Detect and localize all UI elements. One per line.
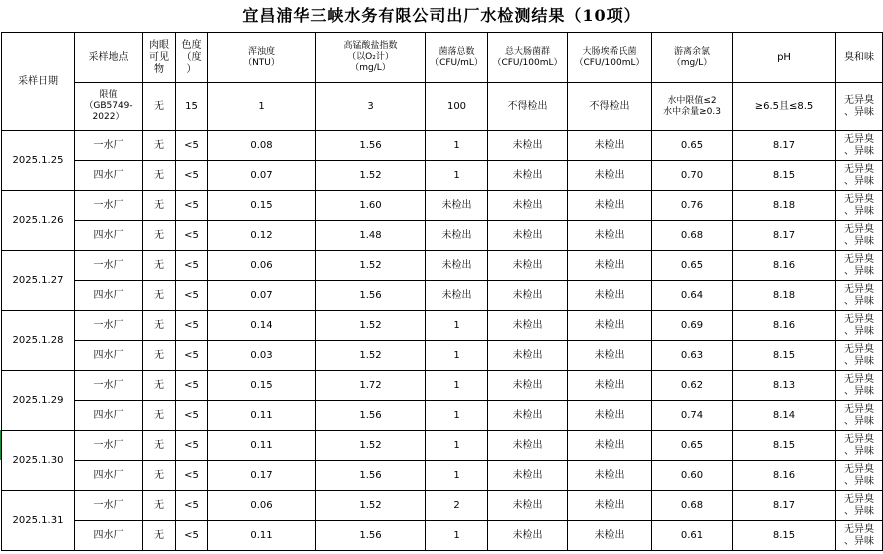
cell-visible: 无 <box>143 341 176 371</box>
cell-ph: 8.15 <box>733 341 836 371</box>
limits-chlorine: 水中限值≤2 水中余量≥0.3 <box>652 83 733 131</box>
cell-ph: 8.17 <box>733 221 836 251</box>
cell-odor: 无异臭 、异味 <box>836 401 883 431</box>
cell-odor: 无异臭 、异味 <box>836 131 883 161</box>
cell-ph: 8.14 <box>733 401 836 431</box>
cell-chroma: <5 <box>176 221 208 251</box>
cell-chlorine: 0.65 <box>652 251 733 281</box>
cell-colony: 1 <box>426 371 488 401</box>
cell-chroma: <5 <box>176 491 208 521</box>
cell-chlorine: 0.70 <box>652 161 733 191</box>
cell-coliform: 未检出 <box>488 161 568 191</box>
cell-site: 四水厂 <box>75 401 143 431</box>
cell-date: 2025.1.31 <box>2 491 75 551</box>
cell-chroma: <5 <box>176 431 208 461</box>
cell-coliform: 未检出 <box>488 131 568 161</box>
cell-visible: 无 <box>143 281 176 311</box>
cell-odor: 无异臭 、异味 <box>836 491 883 521</box>
cell-colony: 1 <box>426 401 488 431</box>
cell-visible: 无 <box>143 461 176 491</box>
cell-colony: 1 <box>426 131 488 161</box>
cell-ecoli: 未检出 <box>568 311 652 341</box>
cell-ph: 8.18 <box>733 191 836 221</box>
cell-ph: 8.15 <box>733 431 836 461</box>
limits-odor: 无异臭 、异味 <box>836 83 883 131</box>
cell-chlorine: 0.68 <box>652 491 733 521</box>
cell-colony: 1 <box>426 311 488 341</box>
cell-chlorine: 0.65 <box>652 431 733 461</box>
cell-coliform: 未检出 <box>488 371 568 401</box>
cell-chroma: <5 <box>176 461 208 491</box>
table-row <box>2 281 883 311</box>
table-row <box>2 341 883 371</box>
report-title: 宜昌浦华三峡水务有限公司出厂水检测结果（10项） <box>242 6 641 25</box>
cell-permanganate: 1.52 <box>316 491 426 521</box>
cell-permanganate: 1.56 <box>316 281 426 311</box>
limits-label: 限值 （GB5749- 2022） <box>75 83 143 131</box>
cell-colony: 1 <box>426 431 488 461</box>
cell-coliform: 未检出 <box>488 311 568 341</box>
cell-turbidity: 0.08 <box>208 131 316 161</box>
header-site: 采样地点 <box>75 33 143 83</box>
cell-turbidity: 0.15 <box>208 371 316 401</box>
limits-visible: 无 <box>143 83 176 131</box>
cell-ecoli: 未检出 <box>568 491 652 521</box>
cell-turbidity: 0.17 <box>208 461 316 491</box>
cell-chroma: <5 <box>176 521 208 551</box>
cell-site: 四水厂 <box>75 161 143 191</box>
table-row <box>2 521 883 551</box>
cell-colony: 未检出 <box>426 281 488 311</box>
cell-visible: 无 <box>143 311 176 341</box>
table-row <box>2 401 883 431</box>
cell-odor: 无异臭 、异味 <box>836 221 883 251</box>
header-ph: pH <box>733 33 836 83</box>
cell-permanganate: 1.72 <box>316 371 426 401</box>
cell-site: 四水厂 <box>75 521 143 551</box>
cell-chlorine: 0.60 <box>652 461 733 491</box>
cell-turbidity: 0.06 <box>208 491 316 521</box>
cell-turbidity: 0.06 <box>208 251 316 281</box>
cell-turbidity: 0.11 <box>208 521 316 551</box>
cell-ph: 8.15 <box>733 161 836 191</box>
cell-ph: 8.17 <box>733 491 836 521</box>
limits-colony: 100 <box>426 83 488 131</box>
cell-chroma: <5 <box>176 341 208 371</box>
cell-colony: 1 <box>426 341 488 371</box>
cell-ecoli: 未检出 <box>568 191 652 221</box>
cell-ph: 8.16 <box>733 461 836 491</box>
cell-permanganate: 1.60 <box>316 191 426 221</box>
cell-permanganate: 1.56 <box>316 521 426 551</box>
cell-site: 四水厂 <box>75 341 143 371</box>
table-row <box>2 461 883 491</box>
cell-odor: 无异臭 、异味 <box>836 251 883 281</box>
cell-chroma: <5 <box>176 371 208 401</box>
cell-odor: 无异臭 、异味 <box>836 281 883 311</box>
cell-permanganate: 1.48 <box>316 221 426 251</box>
cell-date: 2025.1.27 <box>2 251 75 311</box>
cell-site: 一水厂 <box>75 491 143 521</box>
cell-ph: 8.16 <box>733 251 836 281</box>
header-permanganate: 高锰酸盐指数 （以O₂计） （mg/L） <box>316 33 426 83</box>
cell-ecoli: 未检出 <box>568 251 652 281</box>
cell-chroma: <5 <box>176 311 208 341</box>
cell-date: 2025.1.26 <box>2 191 75 251</box>
limits-turbidity: 1 <box>208 83 316 131</box>
cell-coliform: 未检出 <box>488 491 568 521</box>
cell-coliform: 未检出 <box>488 461 568 491</box>
cell-odor: 无异臭 、异味 <box>836 371 883 401</box>
table-row <box>2 491 883 521</box>
cell-ecoli: 未检出 <box>568 521 652 551</box>
cell-colony: 2 <box>426 491 488 521</box>
limits-row <box>2 83 883 131</box>
cell-visible: 无 <box>143 431 176 461</box>
cell-permanganate: 1.56 <box>316 461 426 491</box>
cell-date: 2025.1.28 <box>2 311 75 371</box>
cell-visible: 无 <box>143 521 176 551</box>
cell-chlorine: 0.74 <box>652 401 733 431</box>
cell-visible: 无 <box>143 401 176 431</box>
cell-colony: 1 <box>426 521 488 551</box>
cell-odor: 无异臭 、异味 <box>836 461 883 491</box>
cell-permanganate: 1.52 <box>316 341 426 371</box>
table-row <box>2 371 883 401</box>
cell-permanganate: 1.52 <box>316 251 426 281</box>
header-odor: 臭和味 <box>836 33 883 83</box>
cell-chlorine: 0.68 <box>652 221 733 251</box>
cell-site: 四水厂 <box>75 221 143 251</box>
cell-chlorine: 0.62 <box>652 371 733 401</box>
cell-coliform: 未检出 <box>488 281 568 311</box>
cell-ecoli: 未检出 <box>568 461 652 491</box>
cell-odor: 无异臭 、异味 <box>836 341 883 371</box>
cell-turbidity: 0.07 <box>208 281 316 311</box>
cell-site: 一水厂 <box>75 311 143 341</box>
header-colony: 菌落总数 （CFU/mL） <box>426 33 488 83</box>
header-date: 采样日期 <box>2 33 75 131</box>
limits-coliform: 不得检出 <box>488 83 568 131</box>
limits-ph: ≥6.5且≤8.5 <box>733 83 836 131</box>
cell-odor: 无异臭 、异味 <box>836 431 883 461</box>
cell-ecoli: 未检出 <box>568 281 652 311</box>
cell-odor: 无异臭 、异味 <box>836 311 883 341</box>
cell-site: 一水厂 <box>75 371 143 401</box>
cell-turbidity: 0.11 <box>208 431 316 461</box>
cell-chroma: <5 <box>176 161 208 191</box>
cell-odor: 无异臭 、异味 <box>836 521 883 551</box>
cell-chroma: <5 <box>176 131 208 161</box>
cell-colony: 1 <box>426 161 488 191</box>
cell-turbidity: 0.03 <box>208 341 316 371</box>
cell-chlorine: 0.63 <box>652 341 733 371</box>
cell-ecoli: 未检出 <box>568 431 652 461</box>
cell-permanganate: 1.52 <box>316 431 426 461</box>
cell-ph: 8.15 <box>733 521 836 551</box>
cell-ecoli: 未检出 <box>568 161 652 191</box>
header-row <box>2 33 883 83</box>
table-row <box>2 191 883 221</box>
cell-turbidity: 0.11 <box>208 401 316 431</box>
results-table <box>1 32 883 551</box>
cell-ph: 8.18 <box>733 281 836 311</box>
cell-site: 一水厂 <box>75 131 143 161</box>
cell-ph: 8.17 <box>733 131 836 161</box>
header-visible: 肉眼 可见 物 <box>143 33 176 83</box>
cell-visible: 无 <box>143 221 176 251</box>
cell-coliform: 未检出 <box>488 431 568 461</box>
header-ecoli: 大肠埃希氏菌 （CFU/100mL） <box>568 33 652 83</box>
limits-chroma: 15 <box>176 83 208 131</box>
cell-coliform: 未检出 <box>488 401 568 431</box>
cell-turbidity: 0.12 <box>208 221 316 251</box>
cell-visible: 无 <box>143 191 176 221</box>
cell-permanganate: 1.56 <box>316 131 426 161</box>
cell-colony: 未检出 <box>426 251 488 281</box>
cell-visible: 无 <box>143 251 176 281</box>
cell-permanganate: 1.52 <box>316 311 426 341</box>
cell-chlorine: 0.64 <box>652 281 733 311</box>
cell-coliform: 未检出 <box>488 521 568 551</box>
cell-date: 2025.1.29 <box>2 371 75 431</box>
cell-visible: 无 <box>143 491 176 521</box>
cell-ecoli: 未检出 <box>568 401 652 431</box>
cell-visible: 无 <box>143 131 176 161</box>
cell-coliform: 未检出 <box>488 221 568 251</box>
header-turbidity: 浑浊度 （NTU） <box>208 33 316 83</box>
table-row <box>2 131 883 161</box>
header-chlorine: 游离余氯 （mg/L） <box>652 33 733 83</box>
header-coliform: 总大肠菌群 （CFU/100mL） <box>488 33 568 83</box>
cell-ph: 8.16 <box>733 311 836 341</box>
limits-permanganate: 3 <box>316 83 426 131</box>
cell-chlorine: 0.65 <box>652 131 733 161</box>
table-row <box>2 161 883 191</box>
cell-colony: 1 <box>426 461 488 491</box>
cell-odor: 无异臭 、异味 <box>836 191 883 221</box>
table-row <box>2 431 883 461</box>
cell-chlorine: 0.76 <box>652 191 733 221</box>
cell-turbidity: 0.07 <box>208 161 316 191</box>
cell-ecoli: 未检出 <box>568 341 652 371</box>
cell-site: 一水厂 <box>75 191 143 221</box>
cell-chlorine: 0.61 <box>652 521 733 551</box>
cell-coliform: 未检出 <box>488 191 568 221</box>
header-chroma: 色度 （度 ） <box>176 33 208 83</box>
cell-date: 2025.1.30 <box>2 431 75 491</box>
cell-site: 一水厂 <box>75 251 143 281</box>
cell-date: 2025.1.25 <box>2 131 75 191</box>
cell-chroma: <5 <box>176 401 208 431</box>
cell-ecoli: 未检出 <box>568 221 652 251</box>
cell-ecoli: 未检出 <box>568 371 652 401</box>
cell-site: 一水厂 <box>75 431 143 461</box>
cell-colony: 未检出 <box>426 191 488 221</box>
cell-chroma: <5 <box>176 251 208 281</box>
cell-chroma: <5 <box>176 191 208 221</box>
cell-colony: 未检出 <box>426 221 488 251</box>
table-row <box>2 251 883 281</box>
cell-odor: 无异臭 、异味 <box>836 161 883 191</box>
cell-visible: 无 <box>143 371 176 401</box>
table-row <box>2 311 883 341</box>
cell-turbidity: 0.15 <box>208 191 316 221</box>
cell-visible: 无 <box>143 161 176 191</box>
cell-permanganate: 1.52 <box>316 161 426 191</box>
cell-ecoli: 未检出 <box>568 131 652 161</box>
cell-coliform: 未检出 <box>488 341 568 371</box>
cell-coliform: 未检出 <box>488 251 568 281</box>
cell-turbidity: 0.14 <box>208 311 316 341</box>
cell-site: 四水厂 <box>75 461 143 491</box>
cell-chlorine: 0.69 <box>652 311 733 341</box>
table-row <box>2 221 883 251</box>
cell-chroma: <5 <box>176 281 208 311</box>
limits-ecoli: 不得检出 <box>568 83 652 131</box>
cell-site: 四水厂 <box>75 281 143 311</box>
cell-ph: 8.13 <box>733 371 836 401</box>
cell-permanganate: 1.56 <box>316 401 426 431</box>
